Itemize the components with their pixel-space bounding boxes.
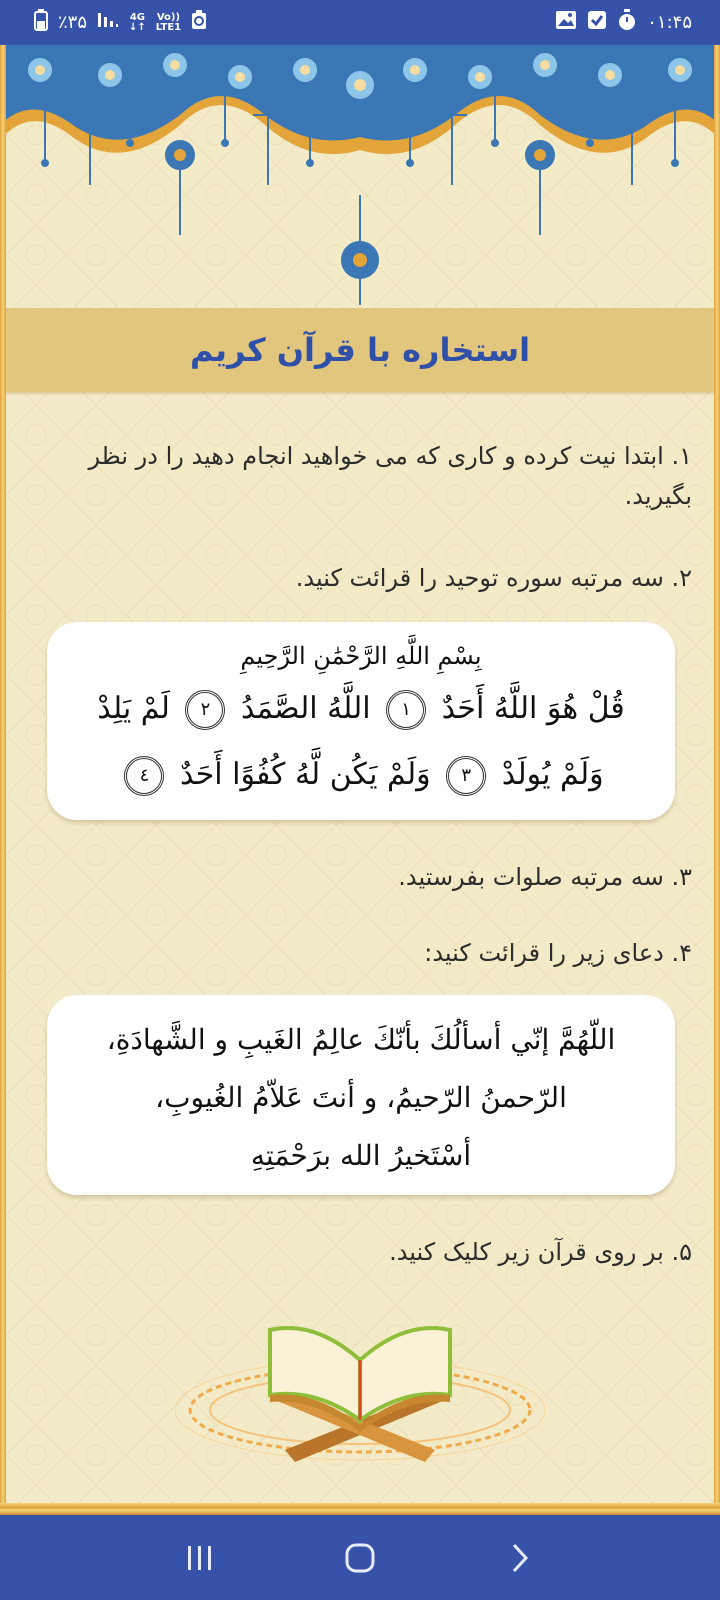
dua-card (47, 995, 675, 1195)
frame-right (714, 45, 720, 1515)
tawhid-card (47, 622, 675, 820)
step-5: ۵. بر روی قرآن زیر کلیک کنید. (389, 1238, 692, 1266)
ayah-number-1: ١ (386, 690, 426, 730)
network-label: 4G (129, 11, 145, 23)
back-button[interactable] (490, 1533, 550, 1583)
ayah-1: قُلْ هُوَ اللَّهُ أَحَدٌ (441, 691, 625, 726)
step-4: ۴. دعای زیر را قرائت کنید: (424, 939, 692, 967)
tawhid-line-1 (47, 676, 675, 742)
frame-bottom (0, 1503, 720, 1515)
home-button[interactable] (330, 1533, 390, 1583)
bismillah: بِسْمِ اللَّهِ الرَّحْمَٰنِ الرَّحِيمِ (240, 642, 482, 670)
ayah-3: لَمْ يَلِدْ (97, 691, 170, 726)
dua-line-3: أسْتَخيرُ الله برَحْمَتِهِ (250, 1139, 472, 1172)
signal-icon (97, 11, 119, 34)
dua-line-2: الرّحمنُ الرّحيمُ، و أنتَ عَلاّمُ الغُيوبِ، (155, 1081, 567, 1114)
home-icon (344, 1542, 376, 1574)
ayah-number-3: ٣ (446, 756, 486, 796)
recents-icon (185, 1544, 215, 1572)
page-title: استخاره با قرآن کریم (189, 331, 531, 369)
back-icon (508, 1542, 532, 1574)
checkbox-icon (587, 10, 607, 35)
step-3: ۳. سه مرتبه صلوات بفرستید. (398, 863, 692, 891)
quran-icon (175, 1300, 545, 1470)
tawhid-line-2 (47, 742, 675, 808)
step-1: ۱. ابتدا نیت کرده و کاری که می خواهید انجام دهید را در نظر بگیرید. (88, 442, 692, 510)
recents-button[interactable] (170, 1533, 230, 1583)
network-type: 4G ↓↑ (129, 11, 146, 33)
quran-button[interactable] (175, 1300, 545, 1470)
ayah-number-2: ٢ (185, 690, 225, 730)
battery-level: ٪۳۵ (58, 12, 88, 33)
battery-icon (34, 9, 48, 36)
clock: ۰۱:۴۵ (647, 12, 692, 33)
title-band (6, 308, 714, 392)
volte-indicator (156, 13, 181, 33)
dua-line-1: اللّهُمَّ إنّي أسألُكَ بأنّكَ عالِمُ الغَيبِ و الشَّهادَةِ، (106, 1023, 616, 1056)
timer-icon (617, 9, 637, 36)
gallery-icon (555, 10, 577, 35)
top-ornament (0, 45, 720, 305)
step-2: ۲. سه مرتبه سوره توحید را قرائت کنید. (295, 564, 692, 592)
ayah-2: اللَّهُ الصَّمَدُ (240, 691, 371, 726)
status-left (34, 9, 207, 36)
volte-bottom: LTE1 (155, 21, 182, 33)
status-bar (0, 0, 720, 45)
ayah-4: وَلَمْ يَكُن لَّهُ كُفُوًا أَحَدٌ (179, 757, 431, 792)
volte-top: Vo)) (156, 11, 181, 23)
navigation-bar (0, 1515, 720, 1600)
ayah-3-continued: وَلَمْ يُولَدْ (501, 757, 604, 792)
ayah-number-4: ٤ (124, 756, 164, 796)
status-right (555, 9, 692, 36)
recycle-icon (191, 10, 207, 35)
frame-left (0, 45, 6, 1515)
